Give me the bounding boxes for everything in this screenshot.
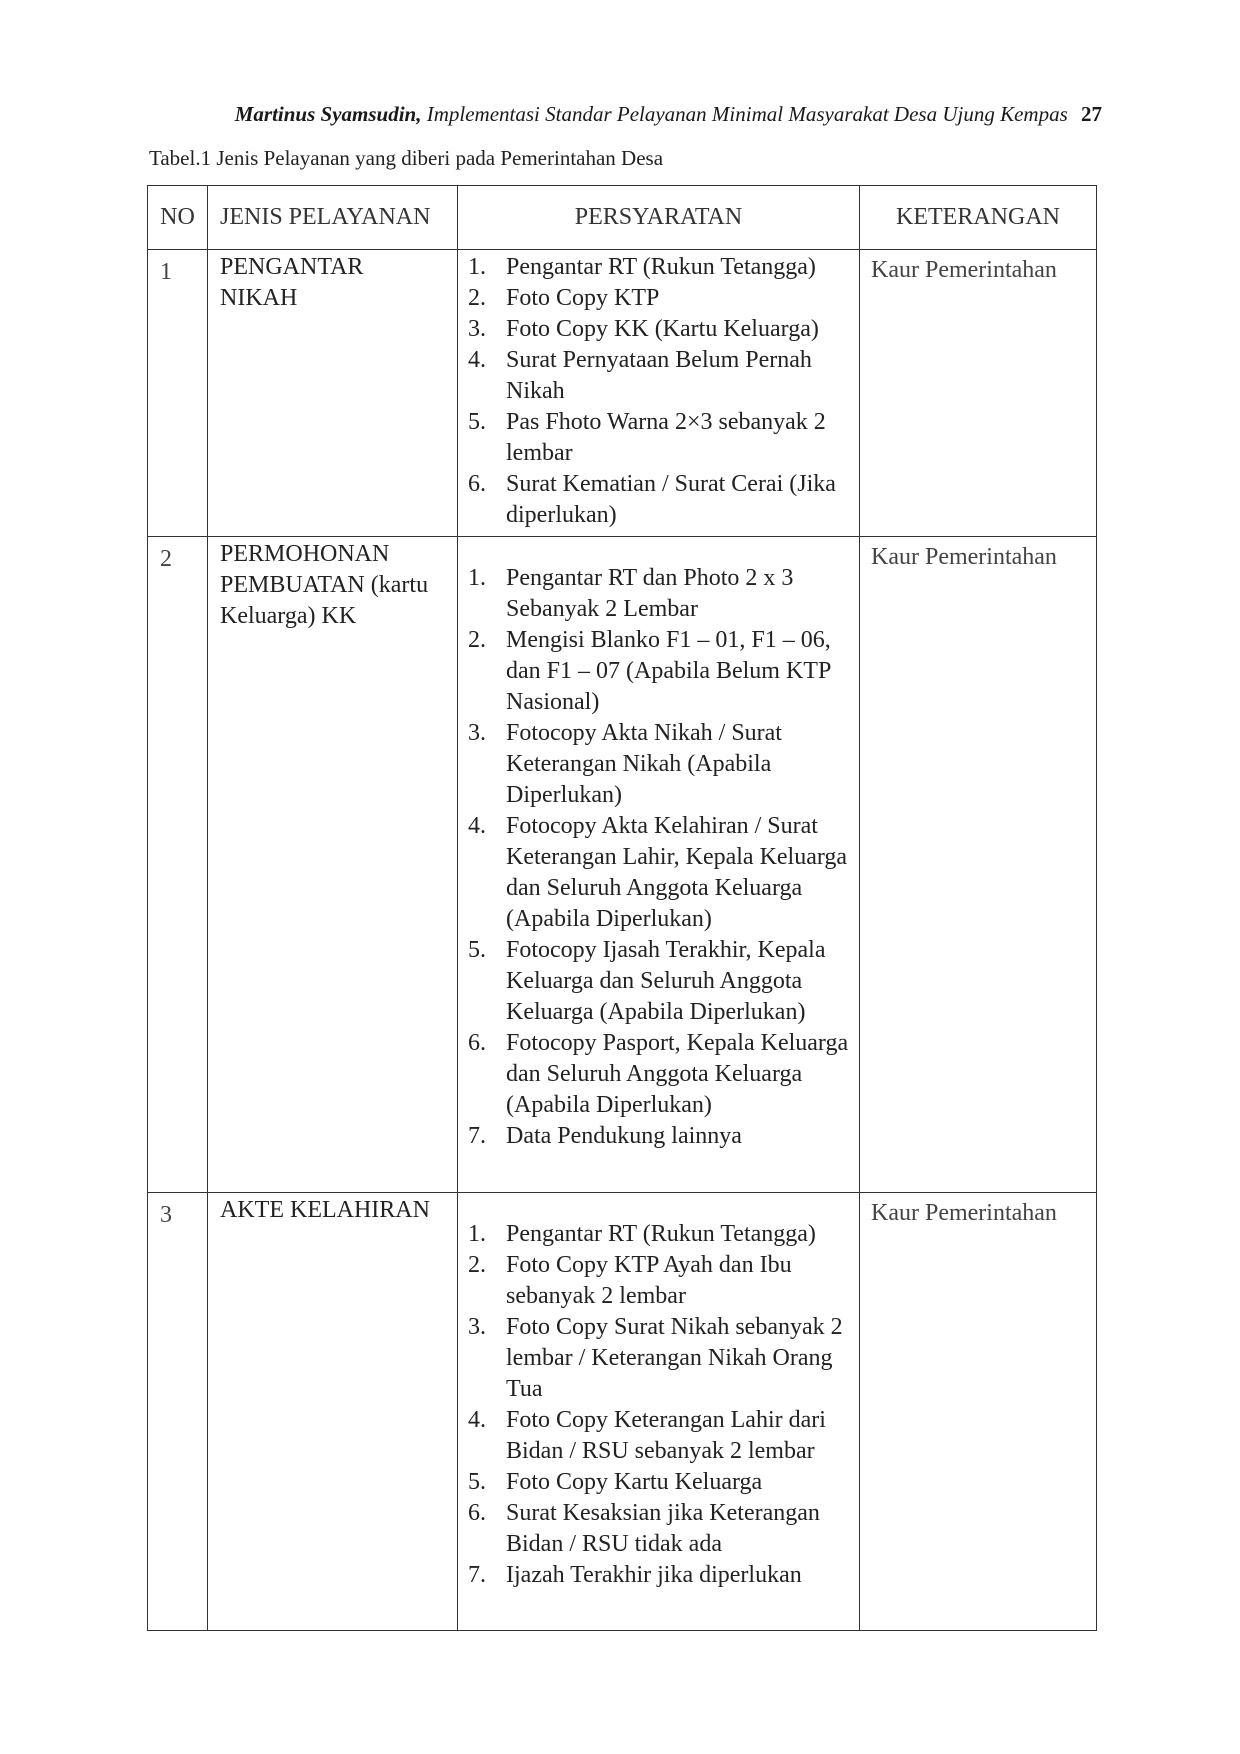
list-item-number: 5. xyxy=(468,937,486,963)
list-item-number: 2. xyxy=(468,1252,486,1278)
list-item xyxy=(468,1028,851,1121)
list-item-text: Foto Copy Keterangan Lahir dari Bidan / RSU sebanyak 2 lembar xyxy=(506,1407,826,1464)
list-item xyxy=(468,1219,851,1250)
list-item xyxy=(468,1498,851,1560)
table-row xyxy=(148,537,1097,1193)
header-title: Implementasi Standar Pelayanan Minimal Masyarakat Desa Ujung Kempas xyxy=(426,102,1068,126)
row-number: 2 xyxy=(148,537,208,1193)
header-author: Martinus Syamsudin, xyxy=(234,102,422,126)
list-item-text: Pengantar RT (Rukun Tetangga) xyxy=(506,254,816,280)
list-item-number: 6. xyxy=(468,1030,486,1056)
running-header xyxy=(0,102,1102,127)
list-item xyxy=(468,469,851,531)
services-table xyxy=(147,185,1097,1631)
list-item-text: Surat Pernyataan Belum Pernah Nikah xyxy=(506,347,812,404)
keterangan-cell: Kaur Pemerintahan xyxy=(860,537,1097,1193)
list-item xyxy=(468,1467,851,1498)
list-item-text: Fotocopy Akta Kelahiran / Surat Keterangan Lahir, Kepala Keluarga dan Seluruh Anggota Keluarga (Apabila Diperlukan) xyxy=(506,813,848,932)
jenis-pelayanan-cell xyxy=(208,1193,458,1631)
list-item-number: 7. xyxy=(468,1123,486,1149)
header-jenis-pelayanan: JENIS PELAYANAN xyxy=(208,186,458,250)
keterangan-cell: Kaur Pemerintahan xyxy=(860,250,1097,537)
list-item xyxy=(468,625,851,718)
list-item xyxy=(468,935,851,1028)
list-item-number: 3. xyxy=(468,720,486,746)
list-item-number: 2. xyxy=(468,285,486,311)
list-item-text: Foto Copy Kartu Keluarga xyxy=(506,1469,763,1495)
list-item-text: Surat Kematian / Surat Cerai (Jika diperlukan) xyxy=(506,471,836,528)
list-item-number: 7. xyxy=(468,1562,486,1588)
list-item-number: 2. xyxy=(468,627,486,653)
list-item xyxy=(468,283,851,314)
keterangan-cell: Kaur Pemerintahan xyxy=(860,1193,1097,1631)
list-item xyxy=(468,1121,851,1152)
list-item-number: 3. xyxy=(468,316,486,342)
row-number: 1 xyxy=(148,250,208,537)
list-item xyxy=(468,1405,851,1467)
list-item xyxy=(468,718,851,811)
persyaratan-cell xyxy=(458,250,860,537)
list-item-number: 1. xyxy=(468,254,486,280)
list-item-number: 6. xyxy=(468,1500,486,1526)
header-no: NO xyxy=(148,186,208,250)
list-item-number: 5. xyxy=(468,409,486,435)
list-item xyxy=(468,407,851,469)
persyaratan-list xyxy=(468,563,851,1152)
jenis-pelayanan-cell xyxy=(208,537,458,1193)
table-row xyxy=(148,250,1097,537)
header-keterangan: KETERANGAN xyxy=(860,186,1097,250)
list-item xyxy=(468,1250,851,1312)
table-caption: Tabel.1 Jenis Pelayanan yang diberi pada Pemerintahan Desa xyxy=(149,146,664,170)
table-body xyxy=(148,250,1097,1631)
list-item xyxy=(468,345,851,407)
list-item-text: Surat Kesaksian jika Keterangan Bidan / RSU tidak ada xyxy=(506,1500,820,1557)
list-item-text: Foto Copy KTP Ayah dan Ibu sebanyak 2 lembar xyxy=(506,1252,792,1309)
jenis-pelayanan-cell xyxy=(208,250,458,537)
list-item-text: Foto Copy KK (Kartu Keluarga) xyxy=(506,316,819,342)
jenis-pelayanan-text: PENGANTAR NIKAH xyxy=(220,254,364,311)
list-item-text: Fotocopy Akta Nikah / Surat Keterangan Nikah (Apabila Diperlukan) xyxy=(506,720,782,808)
list-item xyxy=(468,314,851,345)
persyaratan-cell xyxy=(458,1193,860,1631)
list-item-number: 1. xyxy=(468,565,486,591)
list-item-number: 5. xyxy=(468,1469,486,1495)
list-item-text: Data Pendukung lainnya xyxy=(506,1123,742,1149)
list-item-text: Pas Fhoto Warna 2×3 sebanyak 2 lembar xyxy=(506,409,826,466)
jenis-pelayanan-text: AKTE KELAHIRAN xyxy=(220,1197,430,1223)
list-item-number: 1. xyxy=(468,1221,486,1247)
list-item-text: Foto Copy Surat Nikah sebanyak 2 lembar / Keterangan Nikah Orang Tua xyxy=(506,1314,843,1402)
list-item-number: 6. xyxy=(468,471,486,497)
list-item-text: Pengantar RT dan Photo 2 x 3 Sebanyak 2 Lembar xyxy=(506,565,794,622)
list-item-text: Foto Copy KTP xyxy=(506,285,660,311)
list-item-number: 3. xyxy=(468,1314,486,1340)
list-item-number: 4. xyxy=(468,813,486,839)
list-item-text: Ijazah Terakhir jika diperlukan xyxy=(506,1562,802,1588)
persyaratan-list xyxy=(468,1219,851,1591)
persyaratan-cell xyxy=(458,537,860,1193)
list-item xyxy=(468,811,851,935)
header-persyaratan: PERSYARATAN xyxy=(458,186,860,250)
list-item-text: Mengisi Blanko F1 – 01, F1 – 06, dan F1 – 07 (Apabila Belum KTP Nasional) xyxy=(506,627,831,715)
list-item-number: 4. xyxy=(468,347,486,373)
jenis-pelayanan-text: PERMOHONAN PEMBUATAN (kartu Keluarga) KK xyxy=(220,541,429,629)
table-row xyxy=(148,1193,1097,1631)
page-number: 27 xyxy=(1081,102,1102,126)
list-item-number: 4. xyxy=(468,1407,486,1433)
list-item xyxy=(468,252,851,283)
list-item xyxy=(468,563,851,625)
list-item-text: Fotocopy Pasport, Kepala Keluarga dan Seluruh Anggota Keluarga (Apabila Diperlukan) xyxy=(506,1030,849,1118)
list-item xyxy=(468,1312,851,1405)
list-item-text: Fotocopy Ijasah Terakhir, Kepala Keluarga dan Seluruh Anggota Keluarga (Apabila Diperlukan) xyxy=(506,937,826,1025)
list-item-text: Pengantar RT (Rukun Tetangga) xyxy=(506,1221,816,1247)
list-item xyxy=(468,1560,851,1591)
table-header-row xyxy=(148,186,1097,250)
persyaratan-list xyxy=(468,252,851,531)
row-number: 3 xyxy=(148,1193,208,1631)
